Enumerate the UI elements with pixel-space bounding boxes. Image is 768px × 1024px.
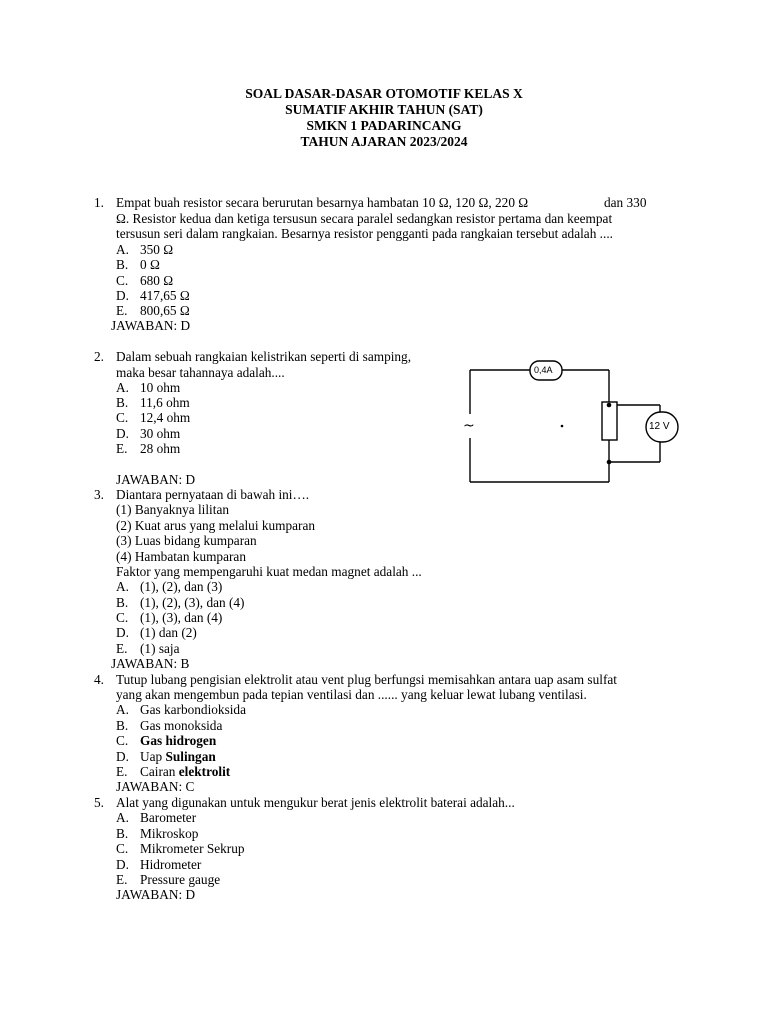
option-text: Mikrometer Sekrup <box>140 841 245 856</box>
option-letter: E. <box>116 441 128 456</box>
option-text: 11,6 ohm <box>140 395 190 410</box>
option-text: 350 Ω <box>140 242 174 257</box>
option-letter: D. <box>116 857 129 872</box>
question-text: Diantara pernyataan di bawah ini…. <box>116 487 310 502</box>
option-letter: D. <box>116 288 129 303</box>
answer-key: JAWABAN: D <box>116 472 196 487</box>
option-letter: C. <box>116 273 129 288</box>
option-text: Gas hidrogen <box>140 733 217 748</box>
option-letter: B. <box>116 595 129 610</box>
question-text: Dalam sebuah rangkaian kelistrikan seperti di samping, <box>116 349 412 364</box>
answer-key: JAWABAN: D <box>116 887 196 902</box>
question-text: dan 330 <box>604 195 647 210</box>
option-letter: A. <box>116 702 129 717</box>
option-letter: C. <box>116 841 129 856</box>
answer-key: JAWABAN: B <box>111 656 190 671</box>
option-letter: A. <box>116 242 129 257</box>
option-text: Mikroskop <box>140 826 199 841</box>
answer-key: JAWABAN: C <box>116 779 195 794</box>
option-letter: D. <box>116 426 129 441</box>
question-text: tersusun seri dalam rangkaian. Besarnya resistor pengganti pada rangkaian tersebut adalah .... <box>116 226 613 241</box>
option-letter: A. <box>116 579 129 594</box>
question-number: 1. <box>94 195 104 210</box>
option-letter: A. <box>116 380 129 395</box>
option-text: 28 ohm <box>140 441 181 456</box>
option-text: Cairan elektrolit <box>140 764 231 779</box>
option-text: 680 Ω <box>140 273 174 288</box>
header-subtitle: SUMATIF AKHIR TAHUN (SAT) <box>285 102 483 117</box>
ammeter-label: 0,4A <box>534 365 553 375</box>
option-text: Barometer <box>140 810 197 825</box>
header-school: SMKN 1 PADARINCANG <box>306 118 462 133</box>
option-letter: C. <box>116 733 129 748</box>
question-text: Ω. Resistor kedua dan ketiga tersusun secara paralel sedangkan resistor pertama dan keempat <box>116 211 613 226</box>
option-letter: E. <box>116 872 128 887</box>
option-text: Hidrometer <box>140 857 202 872</box>
option-text: (1) saja <box>140 641 180 656</box>
option-letter: E. <box>116 764 128 779</box>
option-letter: B. <box>116 257 129 272</box>
option-letter: C. <box>116 610 129 625</box>
header-title: SOAL DASAR-DASAR OTOMOTIF KELAS X <box>245 86 523 101</box>
option-letter: B. <box>116 718 129 733</box>
question-number: 2. <box>94 349 104 364</box>
answer-key: JAWABAN: D <box>111 318 191 333</box>
statement: (4) Hambatan kumparan <box>116 549 246 564</box>
statement: (1) Banyaknya lilitan <box>116 502 229 517</box>
question-text: Empat buah resistor secara berurutan besarnya hambatan 10 Ω, 120 Ω, 220 Ω <box>116 195 529 210</box>
option-letter: E. <box>116 641 128 656</box>
option-letter: B. <box>116 826 129 841</box>
voltmeter-label: 12 V <box>649 421 670 432</box>
option-text: (1), (2), dan (3) <box>140 579 223 594</box>
option-letter: A. <box>116 810 129 825</box>
option-text: 800,65 Ω <box>140 303 190 318</box>
option-text: 10 ohm <box>140 380 181 395</box>
option-text: Gas monoksida <box>140 718 223 733</box>
option-text: 12,4 ohm <box>140 410 191 425</box>
resistor-symbol <box>602 402 617 440</box>
question-text: Faktor yang mempengaruhi kuat medan magnet adalah ... <box>116 564 422 579</box>
statement: (3) Luas bidang kumparan <box>116 533 257 548</box>
option-letter: D. <box>116 625 129 640</box>
option-letter: E. <box>116 303 128 318</box>
question-number: 3. <box>94 487 104 502</box>
option-text: (1) dan (2) <box>140 625 197 640</box>
option-text: (1), (2), (3), dan (4) <box>140 595 245 610</box>
option-letter: C. <box>116 410 129 425</box>
option-text: 0 Ω <box>140 257 160 272</box>
question-text: Alat yang digunakan untuk mengukur berat jenis elektrolit baterai adalah... <box>116 795 515 810</box>
header-year: TAHUN AJARAN 2023/2024 <box>300 134 468 149</box>
question-text: yang akan mengembun pada tepian ventilasi dan ...... yang keluar lewat lubang ventilasi. <box>116 687 587 702</box>
option-text: Gas karbondioksida <box>140 702 246 717</box>
option-text: (1), (3), dan (4) <box>140 610 223 625</box>
option-text: 30 ohm <box>140 426 181 441</box>
option-letter: B. <box>116 395 129 410</box>
option-text: Uap Sulingan <box>140 749 216 764</box>
option-text: Pressure gauge <box>140 872 221 887</box>
question-number: 5. <box>94 795 104 810</box>
question-text: maka besar tahannaya adalah.... <box>116 365 285 380</box>
document-header <box>0 86 768 150</box>
statement: (2) Kuat arus yang melalui kumparan <box>116 518 316 533</box>
option-letter: D. <box>116 749 129 764</box>
question-text: Tutup lubang pengisian elektrolit atau vent plug berfungsi memisahkan antara uap asam sulfat <box>116 672 617 687</box>
question-number: 4. <box>94 672 104 687</box>
option-text: 417,65 Ω <box>140 288 190 303</box>
ac-source-icon: ~ <box>463 418 475 434</box>
